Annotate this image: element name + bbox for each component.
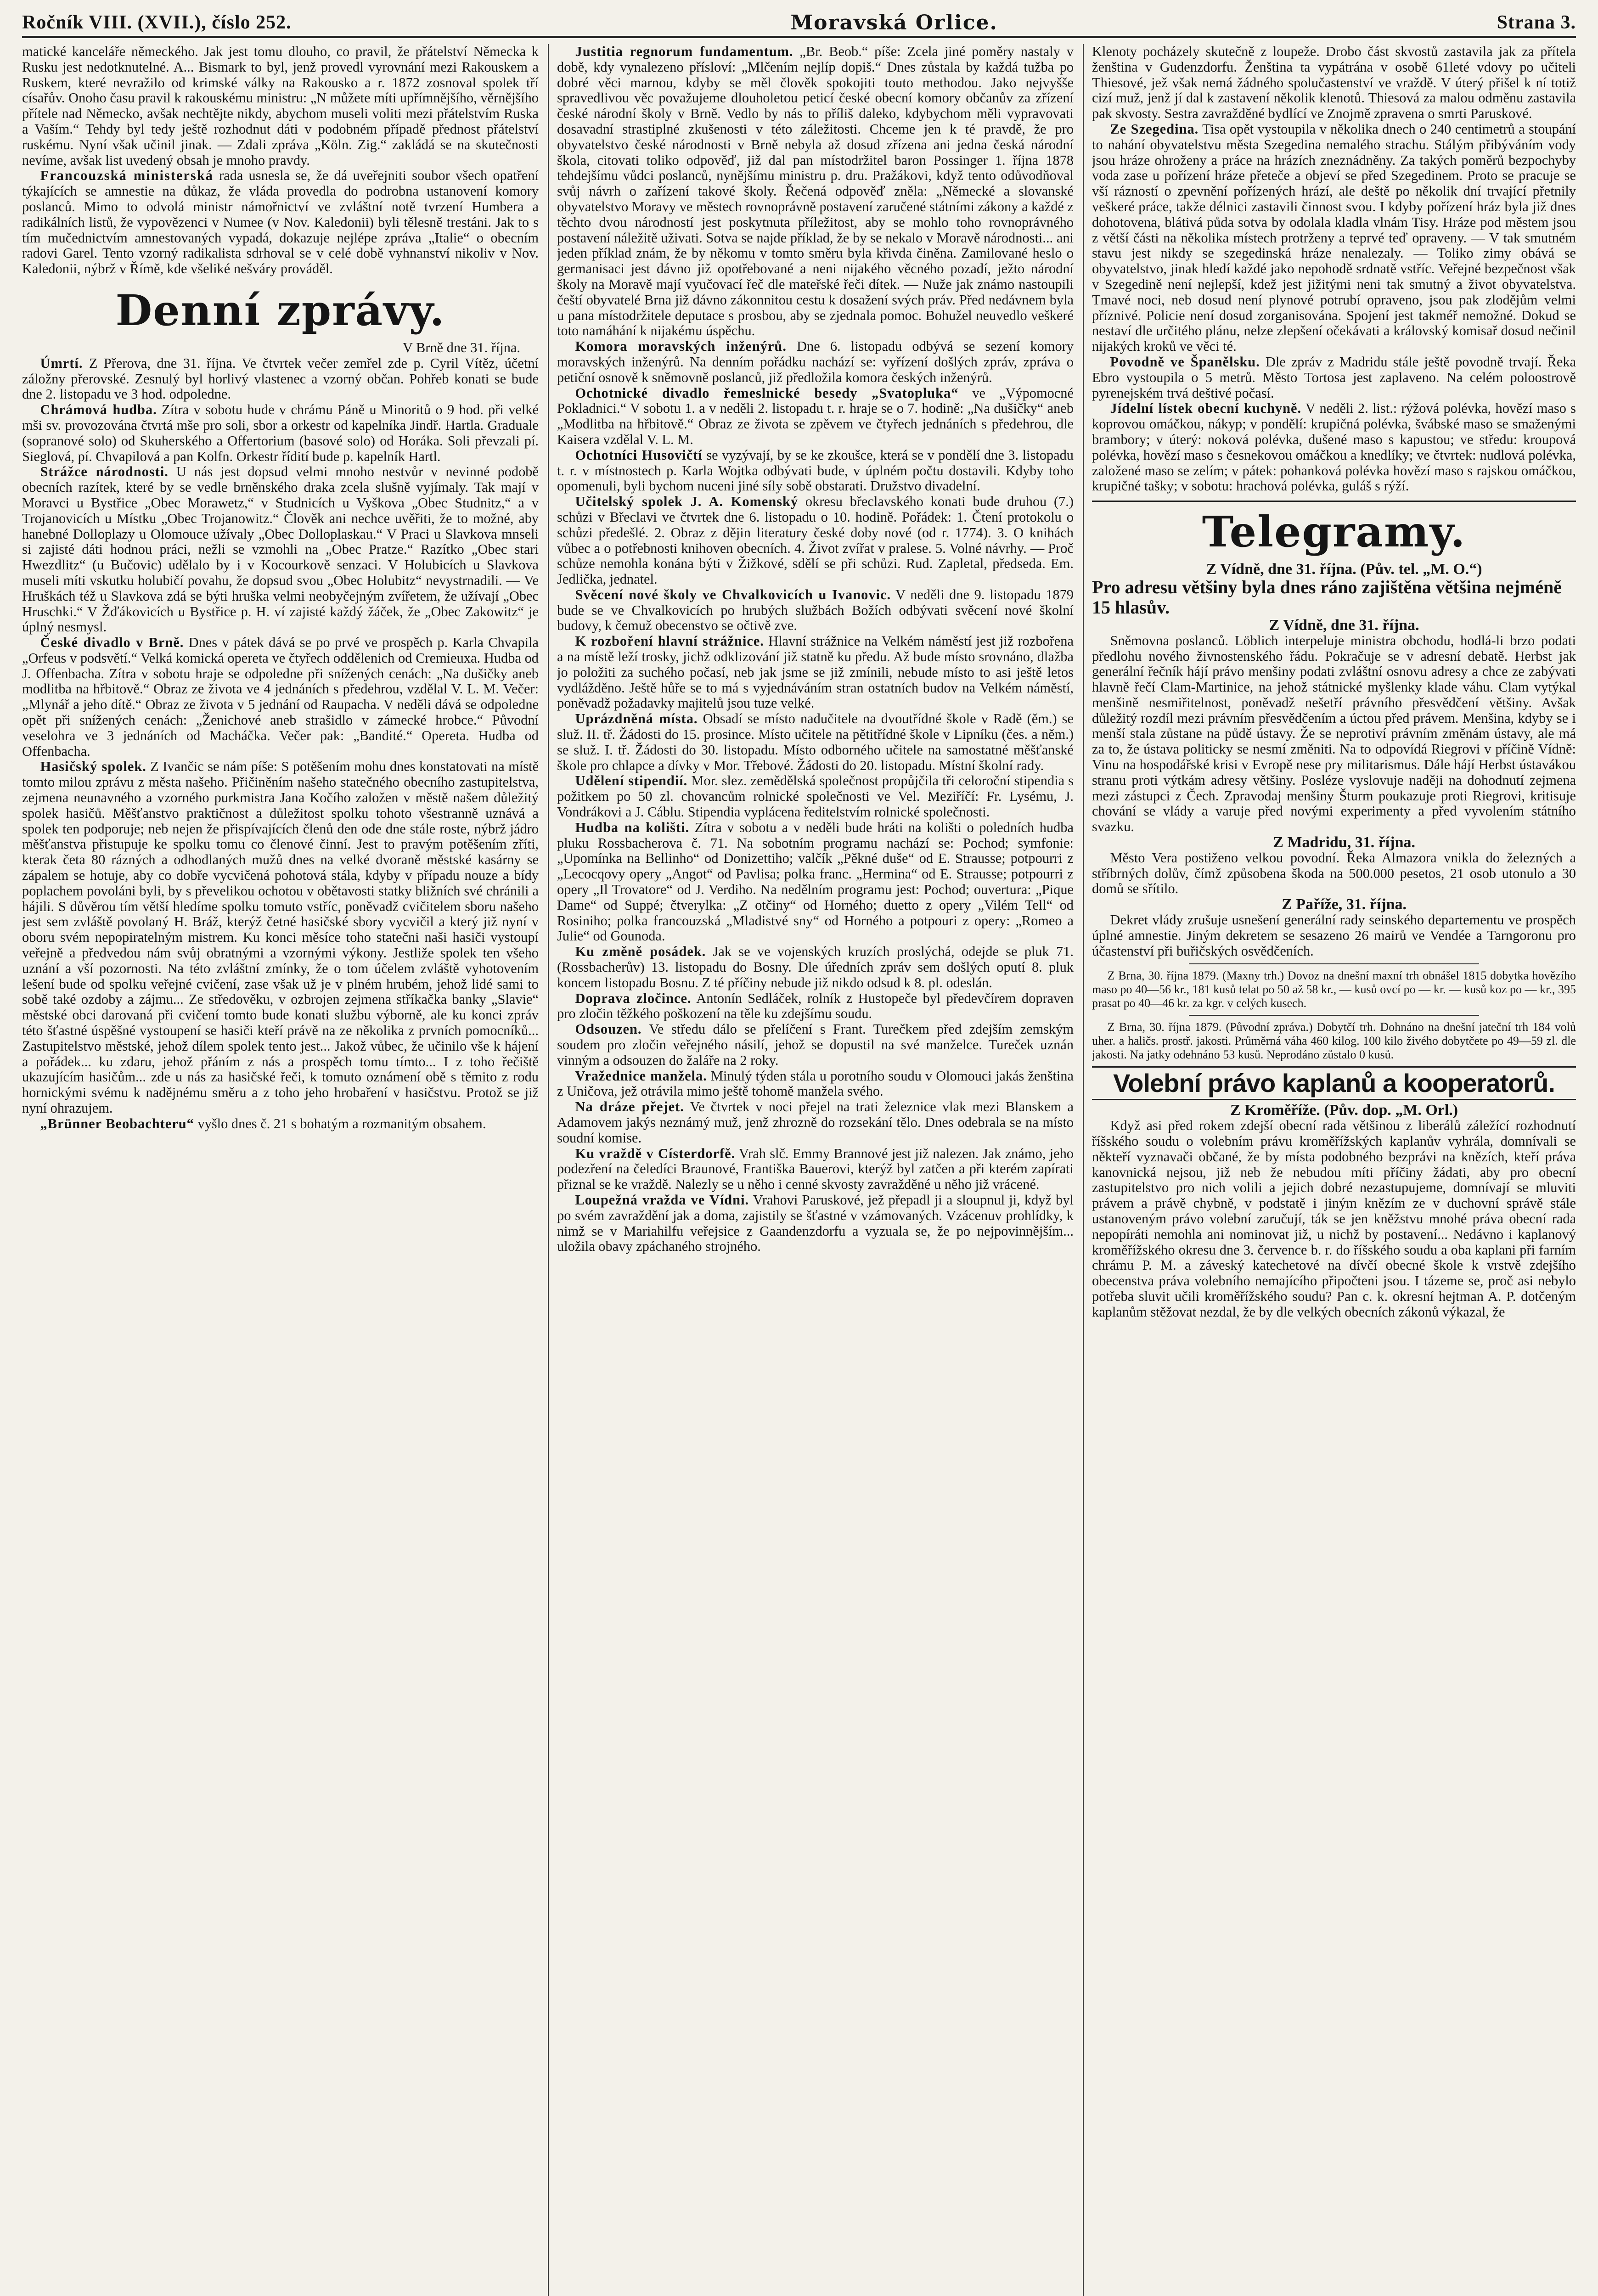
news-item	[557, 44, 1074, 339]
article-paragraph	[22, 168, 539, 277]
news-kicker: Komora moravských inženýrů.	[575, 338, 787, 355]
news-text: Vrah slč. Emmy Brannové jest již nalezen. Jak známo, jeho podezření na čeledíci Braunové, Františka Bauerovi, kterýž byl zatčen a při kterém zapírati přiznal se ke vraždě. Nalezly se u něho i cenné skvosty zavražděné u něho již vrácené.	[557, 1145, 1074, 1193]
dateline: V Brně dne 31. října.	[402, 339, 520, 355]
page-number: Strana 3.	[1497, 12, 1576, 33]
news-text: Tisa opět vystoupila v několika dnech o 240 centimetrů a stoupání to nahání obyvatelstvu města Szegedina nemalého strachu. Stálým přibýváním vody jsou hráze ohroženy a práce na hrázích zneznádněny. Za takých poměrů bezpochyby voda zase u pořízení hráze přeteče a objeví se před Szegedinem. Proto se pracuje se vší rázností o zpevnění pořízených hrází, ale deště po několik dní trvající přetnily veškeré práce, takže délnici zastavili činnost svou. I kdyby pořízení hráz byla již dnes dohotovena, blátivá půda sotva by odolala kladla vlnám Tisy. Hráze pod městem jsou z větší části na několika místech protrženy a teprvé teď opraveny. — V tak smutném stavu jest nikdy se szegedinská hráze nenalezaly. — Toliko zimy obává se obyvatelstvo, jinak hledí každé jako nepohodě srdnatě vstříc. Veřejné bezpečnost však v Szegedině není nejlepší, kdež jest jižitými neni tak smutný a život obyvatelstva. Tmavé noci, neb dosud není plynové potrubí opraveno, jsou pak zlodějům velmi příznivé. Policie není dosud zorganisována. Spojení jest takméř nemožné. Dokud se nestaví dle určitého plánu, nelze zlepšení očekávati a královský komisař dosud nečinil nijakých kroků ve věci té.	[1092, 121, 1576, 355]
news-kicker: Povodně ve Španělsku.	[1110, 354, 1260, 370]
news-item	[557, 1193, 1074, 1255]
telegram-headline: Pro adresu většiny byla dnes ráno zajištěna většina nejméně 15 hlasův.	[1092, 576, 1562, 618]
news-kicker: Ku změně posádek.	[575, 944, 706, 960]
news-kicker: Svěcení nové školy ve Chvalkovicích u Ivanovic.	[575, 586, 891, 602]
article-columns	[22, 44, 1576, 2296]
news-kicker: Ku vraždě v Císterdorfě.	[575, 1145, 736, 1161]
issue-number: Ročník VIII. (XVII.), číslo 252.	[22, 12, 292, 33]
news-text: Jak se ve vojenských kruzích proslýchá, odejde se pluk 71. (Rossbacherův) 13. listopadu do Bosny. Dle úředních zpráv sem došlých oputí 8. pluk koncem listopadu Bosnu. Z té příčiny nebude již nikdo odsud k 8. pl. odeslán.	[557, 944, 1074, 990]
page-header	[22, 9, 1576, 38]
news-item	[1092, 401, 1576, 494]
news-item	[22, 635, 539, 759]
news-item	[557, 1069, 1074, 1100]
market-report: Z Brna, 30. října 1879. (Maxny trh.) Dovoz na dnešní maxní trh obnášel 1815 dobytka hovězího maso po 40—56 kr., 181 kusů telat po 50 až 58 kr., — kusů ovcí po — kr. — kusů koz po — kr., 395 prasat po 40—46 kr. za kgr. v celých kusech.	[1092, 969, 1576, 1010]
telegram-dateline: Z Madridu, 31. října.	[1273, 834, 1415, 851]
news-kicker: Udělení stipendií.	[575, 773, 688, 789]
news-kicker: České divadlo v Brně.	[40, 635, 184, 651]
news-kicker: Doprava zločince.	[575, 990, 692, 1006]
news-item	[557, 494, 1074, 587]
news-text: Mor. slez. zemědělská společnost propůjčila tři celoroční stipendia s požitkem po 50 zl. chovancům rolnické společnosti ve Vel. Meziříčí: Fr. Lysému, J. Vondrákovi a J. Cáblu. Stipendia vyplácena ředitelstvím rolnické společnosti.	[557, 773, 1074, 820]
news-text: Antonín Sedláček, rolník z Hustopeče byl předevčírem dopraven pro zločin těžkého poškození na těle ku zdejšímu soudu.	[557, 990, 1074, 1022]
news-item	[557, 944, 1074, 990]
masthead-title: Moravská Orlice.	[790, 11, 998, 34]
news-kicker: Chrámová hudba.	[40, 402, 157, 418]
news-kicker: Jídelní lístek obecní kuchyně.	[1110, 400, 1302, 416]
article-text: Když asi před rokem zdejší obecní rada většinou z liberálů záležící rozhodnutí říšského soudu o volebním právu kroměřížských kaplanův vyhrála, domnívali se někteří vyznavači občané, že by místa podobného bezprávi na knězích, kteří práva kanovnická nejsou, již neb že nebudou míti příčiny žádati, aby pro obecní zastupitelstvo pro nich volili a jejich dobré nezastupujeme, domnívají se mluviti právem a právě chybně, v podstatě i jiným knězím ze v duchovní správě stále ustanoveným právo volební zaručují, ták se jen kněžstvu mnohé práva obecní rada nepopíráti nemohla ani nominovat již, u nichž by postavení... Nedávno i kaplanový kroměřížského okresu dne 3. července b. r. do říšského soudu a oba kaplani při farním chrámu P. M. a záveský katechetové na dívčí obecné škole k vrstvě zdejšího obecenstva práva volebního nemajícího připočteni jsou. I tázeme se, proč asi nebylo potřeba sluvit učili kroměřížského soudu? Pan c. k. okresní hejtman A. P. dotčeným kaplanům stěžovat nezdal, že by dle velkých obecních zákonů výkazal, že	[1092, 1118, 1576, 1320]
news-kicker: Ze Szegedina.	[1110, 121, 1199, 137]
news-text: ve „Výpomocné Pokladnici.“ V sobotu 1. a v neděli 2. listopadu t. r. hraje se o 7. hodině: „Na dušičky“ aneb „Modlitba na hřbitově.“ Obraz ze života se zpěvem ve čtyřech jednáních s předehrou, dle Kaisera vzdělal V. L. M.	[557, 385, 1074, 447]
news-kicker: Odsouzen.	[575, 1021, 642, 1037]
news-item	[557, 634, 1074, 711]
market-report: Z Brna, 30. října 1879. (Původní zpráva.) Dobytčí trh. Dohnáno na dnešní jateční trh 184 volů uher. a haličs. prostř. jakosti. Průměrná váha 460 kilog. 100 kilo živého dobytčete po 49—59 zl. dle jakosti. Na jatky odehnáno 53 kusů. Neprodáno zůstalo 0 kusů.	[1092, 1020, 1576, 1062]
news-item	[557, 339, 1074, 385]
telegram-text: Město Vera postiženo velkou povodní. Řeka Almazora vnikla do železných a stříbrných dolův, čímž způsobena škoda na 500.000 pesetos, 21 osob utonulo a 30 domů se sřítilo.	[1092, 850, 1576, 897]
news-item	[22, 356, 539, 402]
news-text: V neděli dne 9. listopadu 1879 bude se ve Chvalkovicích po hrubých službách Božích odbývati svěcení nové školní budovy, k čemuž obecenstvo se očtivě zve.	[557, 586, 1074, 634]
telegram-dateline: Z Vídně, dne 31. října.	[1269, 616, 1419, 634]
article-title-volebni-pravo: Volební právo kaplanů a kooperatorů.	[1092, 1066, 1576, 1100]
news-item	[557, 991, 1074, 1022]
news-item	[22, 1116, 539, 1132]
news-kicker: Ochotnické divadlo řemeslnické besedy „Svatopluka“	[575, 385, 959, 401]
column-2	[557, 44, 1074, 2296]
news-item	[557, 587, 1074, 634]
news-kicker: Justitia regnorum fundamentum.	[575, 44, 793, 59]
news-text: Z Přerova, dne 31. října. Ve čtvrtek večer zemřel zde p. Cyril Vítěz, účetní záložny přerovské. Zesnulý byl horlivý vlastenec a vzorný občan. Pohřeb konati se bude dne 2. listopadu ve 3 hod. odpoledne.	[22, 355, 539, 402]
telegram-text: Sněmovna poslanců. Löblich interpeluje ministra obchodu, hodlá-li brzo podati předlohu nového živnostenského řádu. Pokračuje se v adresní debatě. Herbst jak generální řečník hájí právo menšiny podati zvláštní osnovu adresy a chce ze zabývati hlavně řečí Clam-Martinice, na jehož státnické myšlenky klade váhu. Clam vytýkal menšině nesmiřitelnost, poněvadž nešetří právního přesvědčení většiny. Avšak důležitý rozdíl mezi právním přesvědčením a úctou před právem. Menšina, kdyby se i menší stala zůstane na půdě ústavy. Že se neprotiví právním změnám ústavy, ale má za to, že ústava politicky se nesmí změniti. Na to odpovídá Riegrovi v příčině Vídně: Vinu na hospodářské krisi v Evropě nese pry militarismus. Dále hájí Herbst ústavákou stranu proti výtkám adresy většiny. Posléze vyslovuje naději na dohodnutí zejmena mezi zástupci z Čech. Zpravodaj menšiny Šturm poukazuje proti Riegrovi, kritisuje chování se vlády a varuje před novými experimenty a před vyvolením státního svazku.	[1092, 632, 1576, 835]
news-text: Minulý týden stála u porotního soudu v Olomouci jakás ženština z Uničova, jež otrávila mimo ještě tohomě manžela svého.	[557, 1068, 1074, 1099]
news-kicker: Úmrtí.	[40, 355, 83, 371]
news-text: Zítra v sobotu hude v chrámu Páně u Minoritů o 9 hod. při velké mši sv. provozována čtvrtá mše pro soli, sbor a orkestr od kapelníka Jindř. Hartla. Graduale (sopranové solo) od Skuherského a Offertorium (basové solo) od Horáka. Soli převzali pí. Sieglová, pí. Chvapilová a pan Kolfn. Orkestr řídití bude p. kapelník Hartl.	[22, 402, 539, 464]
news-item	[22, 759, 539, 1116]
column-1	[22, 44, 539, 2296]
news-text: Vrahovi Paruskové, jež přepadl ji a sloupnul ji, když byl po svém zavraždění jak a doma, zajistily se šťastné v vzámovaných. Vzácenuv prohlídky, k nimž se v Mariahilfu veřejsice z Gaandenzdorfu a vyzuala se, že po nejpovinnějším... uložila obavy zpáchaného strojného.	[557, 1192, 1074, 1255]
section-title-telegramy: Telegramy.	[1092, 501, 1576, 559]
article-headline: Francouzská ministerská	[40, 168, 214, 184]
news-kicker: Strážce národnosti.	[40, 464, 169, 480]
divider	[1189, 1015, 1479, 1016]
news-item	[557, 448, 1074, 494]
news-kicker: Loupežná vražda ve Vídni.	[575, 1192, 749, 1208]
news-text: Z Ivančic se nám píše: S potěšením mohu dnes konstatovati na místě tomto milou zprávu z města našeho. Přičiněním našeho statečného obecního zastupitelstva, zejmena neunavného a vzorného purkmistra Jana Kočího založen v městě našem důležitý spolek hasičů. Měšťanstvo praktičnost a důležitost spolku tohoto všestranně uznává a spolek ten podporuje; neb nejen že přispívajících členů den ode dne stále roste, nýbrž jádro měšťanstva přistupuje ke spolku tomu co členové činní. Jest to pravým potěšením zříti, kterak četa 80 rázných a odhodlaných mužů dnes na velké dvoraně městské kasárny se zápalem se hotuje, aby co dobře vycvičená pohotová stála, kdyby v případu nouze a bídy poplachem povoláni byli, by s převelikou ochotou v obětavosti statky bližních své chránili a hájili. S důvěrou tím větší hledíme spolku tomuto vstříc, poněvadž cvičitelem sboru našeho jest sem zvláště povolaný H. Bráž, kterýž četné hasičské sbory vycvičil a který již nyní v oboru svém nepopiratelným mistrem. Ku konci měsíce toho statečni naši hasiči vystoupí veřejně a předvedou nám svůj obratnými a vzornými výkony. Jestliže spolek ten všeho uznání a vší pozornosti. Na této zvláštní zmínky, že o tom účelem zvláště vyhotovením lešení bude od spolku veřejné cvičení, zase však už je v plném hrubém, jehož lidé sami to sobě také ozdoby a zájmu... Ze středověku, v ozbrojen zejmena stříkačka banky „Slavie“ městské obci darovaná při cvičení tomto bude konati službu výborně, ale ku konci zpráv této šťastné úspěšné vystoupení se hasiči kteří právě na ze několika z prvních pomocníků... Zastupitelstvo městské, jehož dílem spolek tento jest... Jakož vůbec, že učinilo vše k hájení a pořádek... ku zdaru, jehož přáním z nás a prospěch tomu tímto... I z toho řečiště ukazujícím hasičům... zde u nás za hasičské řeči, k tomuto oznámení obě s těmito z rodu hornickými svému k nadějnému směru a z toho jeho hrobaření v hasičstvu. Protož se již nyní ohrazujem.	[22, 759, 539, 1116]
news-text: Dnes v pátek dává se po prvé ve prospěch p. Karla Chvapila „Orfeus v podsvětí.“ Velká komická opereta ve čtyřech oddělenich od Cremieuxa. Hudba od J. Offenbacha. Zítra v sobotu hraje se odpoledne při snížených cenách: „Na dušičky aneb modlitba na hřbitově.“ Obraz ze života ve 4 jednáních s předehrou, vzdělal V. L. M. Večer: „Mlynář a jeho dítě.“ Obraz ze života v 5 jednání od Raupacha. V neděli dává se odpoledne opět při snížených cenách: „Ženichové aneb strašidlo v zámecké hrobce.“ Původní veselohra ve 3 jednáních od Macháčka. Večer pak: „Bandité.“ Opereta. Hudba od Offenbacha.	[22, 635, 539, 759]
article-continuation: matické kanceláře německého. Jak jest tomu dlouho, co pravil, že přátelství Německa k Rusku jest nedotknutelné. A... Bismark to byl, jenž provedl vyrovnání mezi Rakouskem a Ruskem, které nevražilo od krimské války na Rakousko a r. 1872 zosnoval spolek tří císařův. Onoho času pravil k rakouskému ministru: „N můžete míti upřímnějšího, věrnějšího přítele nad Německo, avšak nechtějte nikdy, abychom museli voliti mezi přátelstvím Ruska a Vaším.“ Tehdy byl tedy ještě rozhodnut dáti v podobném případě přednost přátelství ruskému. Nyní však učinil jinak. — Zdali zpráva „Köln. Zig.“ zakládá se na skutečnosti nevíme, avšak list uvedený obsah je mnoho pravdy.	[22, 44, 539, 168]
news-text: V neděli 2. list.: rýžová polévka, hovězí maso s koprovou omáčkou, nákyp; v pondělí: krupičná polévka, švábské maso se smaženými brambory; v úterý: noková polévka, dušené maso s kapustou; ve středu: kroupová polévka, hovězí maso s česnekovou omáčkou a knedlíky; ve čtvrtek: nudlová polévka, založené maso se zelím; v pátek: pohanková polévka hovězí maso s rajskou omáčkou, krupičné tašky; v sobotu: hrachová polévka, guláš s rýží.	[1092, 400, 1576, 494]
news-item	[1092, 122, 1576, 355]
section-title-denni-zpravy: Denní zprávy.	[115, 285, 445, 335]
news-kicker: Hasičský spolek.	[40, 759, 146, 775]
news-item	[557, 711, 1074, 773]
article-dateline: Z Kroměříže. (Pův. dop. „M. Orl.)	[1230, 1102, 1458, 1119]
news-item	[557, 1146, 1074, 1193]
news-item	[557, 820, 1074, 944]
news-text: U nás jest dopsud velmi mnoho nestvůr v nevinné podobě obecních razítek, které by se vedle brněnského draka zcela slušně vyjímaly. Tak mají v Moravci u Bystřice „Obec Morawetz,“ v Studnicích u Vyškova „Obec Studnitz,“ a v Trojanovicích u Místku „Obec Trojanowitz.“ Člověk ani nechce uvěřiti, že to možné, aby hanebné Dolloplazy u Olomouce užívaly „Obec Dolloplaskau.“ V Praci u Slavkova mnseli si zajisté dáti hodnou práci, nežli se vzmohli na „Obec Pratze.“ Razítko „Obec stari Hwezdlitz“ (u Bučovic) udělalo by i v Kocourkově senzaci. V Holubicích u Slavkova museli míti vskutku holubičí povahu, že dopsud svou „Obec Holubitz“ nevystrnadili. — Ve Hruškách též u Slavkova zdá se býti hruška velmi neobyčejným zvířetem, že užívají „Obec Hruschki.“ V Žďákovicích u Bystřice p. H. ví zajisté každý žáček, že „Obec Zakowitz“ je úplný nesmysl.	[22, 464, 539, 635]
news-kicker: Ochotníci Husovičtí	[575, 447, 703, 463]
news-text: Ve čtvrtek v noci přejel na trati železnice vlak mezi Blanskem a Adamovem jakýs neznámý muž, jenž zhrozně do rozsekání tělo. Dnes odebrala se na místo soudní komise.	[557, 1099, 1074, 1146]
column-3	[1092, 44, 1576, 2296]
telegram-dateline: Z Vídně, dne 31. října. (Pův. tel. „M. O.“)	[1206, 561, 1482, 578]
article-continuation: Klenoty pocházely skutečně z loupeže. Drobo část skvostů zastavila jak za přítela ženština v Gudenzdorfu. Ženština ta vypátrána v osobě 61leté vdovy po učiteli Thiesové, jež však nemá žádného spolučastenství ve vraždě. V úterý přišel k ní totiž cizí muž, jenž jí dal k zastavení několik klenotů. Thiesová za malou odměnu zastavila pak skvosty. Sestra zavražděné bydlící ve Znojmě zpravena o smrti Paruskové.	[1092, 44, 1576, 122]
news-item	[557, 1099, 1074, 1146]
news-item	[22, 402, 539, 464]
news-kicker: Na dráze přejet.	[575, 1099, 684, 1115]
news-text: Dne 6. listopadu odbývá se sezení komory moravských inženýrů. Na denním pořádku nachází se: vyřízení došlých zpráv, zpráva o petiční osnově k sněmovně poslanců, již předložila komora českých inženýrů.	[557, 338, 1074, 385]
news-kicker: „Brünner Beobachteru“	[40, 1115, 194, 1131]
news-item	[557, 386, 1074, 448]
divider	[1189, 963, 1479, 964]
news-text: Hlavní strážnice na Velkém náměstí jest již rozbořena a na místě leží trosky, jichž odklizování již statně ku předu. Až bude místo srovnáno, dlažba jo položiti za suchého počasí, neb jak jsme se již zmínili, nebude místo to asi ještě letos vydlážděno. Ještě hůře se to má s vyjednáváním stran ostatních budov na Velkém náměstí, poněvadž požadavky majitelů jsou tuze velké.	[557, 633, 1074, 711]
news-item	[557, 1022, 1074, 1068]
news-kicker: Uprázdněná místa.	[575, 711, 698, 727]
news-kicker: Učitelský spolek J. A. Komenský	[575, 494, 799, 510]
news-text: Ve středu dálo se přelíčení s Frant. Turečkem před zdejším zemským soudem pro zločin veřejného násilí, jehož se dopustil na své manželce. Tureček uznán vinným a odsouzen do žaláře na 2 roky.	[557, 1021, 1074, 1068]
news-item	[22, 464, 539, 635]
news-text: Zítra v sobotu a v neděli bude hráti na kolišti o poledních hudba pluku Rossbacherova č. 71. Na sobotním programu nachází se: Pochod; symfonie: „Upomínka na Bellinho“ od Donizettiho; valčík „Pěkné duše“ od E. Strausse; potpourri z „Lecocqovy opery „Angot“ od Pavlisa; polka franc. „Hermina“ od E. Strausse; potpourri z opery „Il Trovatore“ od J. Verdiho. Na nedělním programu jest: Pochod; ouvertura: „Pique Dame“ od Suppé; čtverylka: „Z otčiny“ od Horného; duetto z opery „Vilém Tell“ od Rosiniho; polka francouzská „Mladistvé sny“ od Horného a potpouri z opery: „Romeo a Julie“ od Gounoda.	[557, 819, 1074, 944]
news-item	[557, 773, 1074, 820]
news-text: se vyzývají, by se ke zkoušce, která se v pondělí dne 3. listopadu t. r. v místnostech p. Karla Wojtka odbývati bude, v úplném počtu dostavili. Kdyby toho opomenuli, byli bychom nuceni jiné síly sobě obstarati. Družstvo divadelní.	[557, 447, 1074, 494]
news-text: okresu břeclavského konati bude druhou (7.) schůzi v Břeclavi ve čtvrtek dne 6. listopadu o 10. hodině. Pořádek: 1. Čtení protokolu o schůzi předešlé. 2. Obraz z dějin literatury české doby nové (od r. 1774). 3. O knihách vůbec a o potřebnosti knihoven obecních. 4. Život zvířat v pralese. 5. Volné návrhy. — Proč schůze nemohla konána býti v Žižkové, sdělí se při schůzi. Rud. Zapletal, předseda. Em. Jedlička, jednatel.	[557, 494, 1074, 587]
news-text: vyšlo dnes č. 21 s bohatým a rozmanitým obsahem.	[197, 1115, 486, 1131]
telegram-dateline: Z Paříže, 31. října.	[1282, 896, 1407, 913]
news-text: „Br. Beob.“ píše: Zcela jiné poměry nastaly v době, kdy vynalezeno přísloví: „Mlčením nejlíp dopiš.“ Dnes zůstala by každá tužba po dobré věci marnou, kdyby se měl člověk spokojiti touto methodou. Jako nejvyšše spravedlivou věc považujeme dlouholetou peticí české obecní komory občanův za zřízení české národní školy v Brně. Vedlo by nás to příliš daleko, kdybychom měli vypravovati dosavadní strastiplné zkušenosti v této záležitosti. Chceme jen k té pravdě, že pro obyvatelstvo české národnosti v Brně nebyla až dosud zřízena ani jedna česká národní škola, citovati toliko odpověď, již dal pan místodržitel baron Possinger 1. října 1878 tehdejšímu vůdci poslanců, nynějšímu ministru p. dru. Pražákovi, když tento odůvodňoval svůj návrh o zařízení takové školy. Řečená odpověď zněla: „Německé a slovanské obyvatelstvo Moravy ve městech rovnoprávně postavení zaručené státními zákony a každé z těchto dvou národností jest poskytnuta příležitost, aby se mohlo toho rovnoprávného postavení náležitě uživati. Sotva se najde příklad, že by se nekalo v Moravě národnosti... ani jeden příklad znám, že by někomu v tomto směru byla křivda činěna. Zamilované heslo o germanisaci jest dávno již opotřebované a neni nijakého věcného pozadí, ježto národní školy na Moravě mají vyučovací řeč dle mateřské řeči dítek. — Nuže jak známo nastoupili čeští obyvatelé Brna již dávno zákonnitou cestu k dosažení svých práv. Před nedávnem byla u pana místodržitele deputace s prosbou, aby se zjednala pomoc. Bohužel neuvedlo veškeré toto namáhání k nijakému úspěchu.	[557, 44, 1074, 339]
news-kicker: Hudba na kolišti.	[575, 819, 690, 835]
news-text: Obsadí se místo nadučitele na dvoutřídné škole v Radě (ěm.) se služ. II. tř. Žádosti do 15. prosince. Místo učitele na pětitřídné škole v Lipníku (čes. a něm.) se služ. I. tř. Žádosti do 30. listopadu. Místo odborného učitele na samostatné měšťanské škole pro chlapce a dívky v Mor. Třebové. Žádosti do 20. listopadu. Místní školní rady.	[557, 711, 1074, 773]
article-text: rada usnesla se, že dá uveřejniti soubor všech opatření týkajících se amnestie na důkaz, že vláda provedla do podrobna ustanovení komory poslanců. Mimo to odvolá ministr námořnictví ve zvláštní notě tvrzení Humbera a radikálních listů, že vypovězenci v Numee (v Nov. Kaledonii) byli tělesně trestáni. Jak to s tím mučednictvím amnestovaných vypadá, dokazuje nejlépe zpráva „Italie“ o obecním radovi Garel. Tento vzorný radikalista sdrhoval se v celé době vyhnanství nikoliv v Nov. Kaledonii, nýbrž v Římě, kde všeliké nešváry prováděl.	[22, 168, 539, 277]
news-item	[1092, 355, 1576, 401]
telegram-text: Dekret vlády zrušuje usnešení generální rady seinského departementu ve prospěch úplné amnestie. Jiným dekretem se sesazeno 26 mairů ve Vendée a Tarngoronu pro účastenství při buřičských osvědčeních.	[1092, 912, 1576, 959]
news-text: Dle zpráv z Madridu stále ještě povodně trvají. Řeka Ebro vystoupila o 5 metrů. Město Tortosa jest zaplaveno. Na celém poloostrově pyrenejském trvá deštivé počasí.	[1092, 354, 1576, 401]
news-kicker: Vražednice manžela.	[575, 1068, 707, 1084]
news-kicker: K rozboření hlavní strážnice.	[575, 633, 764, 649]
